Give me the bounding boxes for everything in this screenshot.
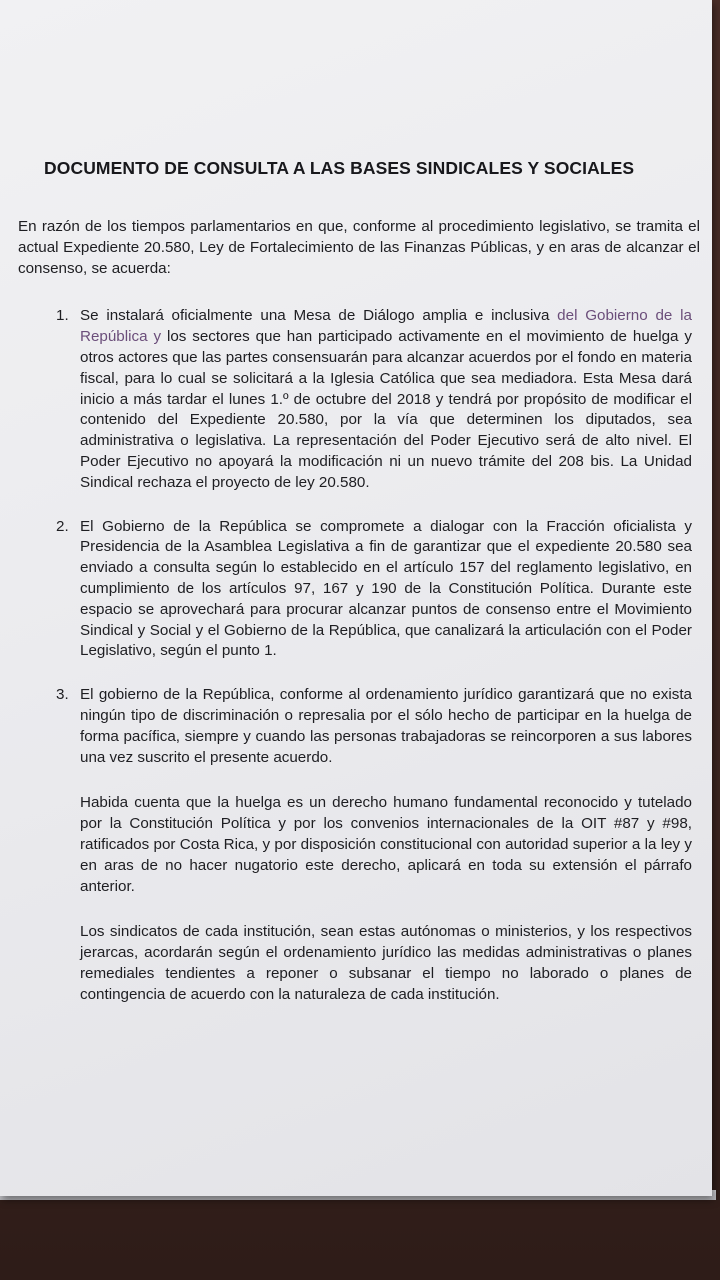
item-1-text-b: del Gobierno de la República y [80,307,692,346]
item-1-text-c: los sectores que han participado activamente en el movimiento de huelga y otros actores que las partes consensuarán para alcanzar acuerdos por el fondo en materia fiscal, para lo cual se solicitará a la Iglesia Católica que sea mediadora. Esta Mesa dará inicio a más tardar el lunes 1.º de octubre del 2018 y tendrá por propósito de modificar el contenido del Expediente 20.580, por la vía que determinen los diputados, sea administrativa o legislativa. La representación del Poder Ejecutivo será de alto nivel. El Poder Ejecutivo no apoyará la modificación ni un nuevo trámite del 208 bis. La Unidad Sindical rechaza el proyecto de ley 20.580. [80,328,692,491]
intro-paragraph: En razón de los tiempos parlamentarios en que, conforme al procedimiento legislativo, se tramita el actual Expediente 20.580, Ley de Fortalecimiento de las Finanzas Públicas, y en aras de alcanzar el consenso, se acuerda: [18,218,700,277]
item-number: 3. [56,686,69,704]
item-number: 1. [56,307,69,325]
item-body [80,685,700,1005]
item-body [80,517,700,663]
agreement-list [18,306,700,1005]
document-title: DOCUMENTO DE CONSULTA A LAS BASES SINDICALES Y SOCIALES [44,158,635,178]
agreement-item-3 [18,685,700,1005]
item-3-paragraph-3: Los sindicatos de cada institución, sean estas autónomas o ministerios, y los respectivos jerarcas, acordarán según el ordenamiento jurídico las medidas administrativas o planes remediales tendientes a reponer o subsanar el tiempo no laborado o planes de contingencia de acuerdo con la naturaleza de cada institución. [80,923,692,1003]
agreement-item-2 [18,517,700,663]
item-3-paragraph-1: El gobierno de la República, conforme al ordenamiento jurídico garantizará que no exista ningún tipo de discriminación o represalia por el sólo hecho de participar en la huelga de forma pacífica, siempre y cuando las personas trabajadoras se reincorporen a sus labores una vez suscrito el presente acuerdo. [80,686,692,766]
item-2-text: El Gobierno de la República se compromete a dialogar con la Fracción oficialista y Presidencia de la Asamblea Legislativa a fin de garantizar que el expediente 20.580 sea enviado a consulta según lo establecido en el artículo 157 del reglamento legislativo, en cumplimiento de los artículos 97, 167 y 190 de la Constitución Política. Durante este espacio se aprovechará para procurar alcanzar puntos de consenso entre el Movimiento Sindical y Social y el Gobierno de la República, que canalizará la articulación con el Poder Legislativo, según el punto 1. [80,517,692,660]
item-3-paragraph-2: Habida cuenta que la huelga es un derecho humano fundamental reconocido y tutelado por la Constitución Política y por los convenios internacionales de la OIT #87 y #98, ratificados por Costa Rica, y por disposición constitucional con autoridad superior a la ley y en aras de no hacer nugatorio este derecho, aplicará en toda su extensión el párrafo anterior. [80,794,692,895]
item-1-text-a: Se instalará oficialmente una Mesa de Diálogo amplia e inclusiva [80,307,558,325]
agreement-item-1 [18,306,700,493]
item-number: 2. [56,517,69,535]
document-content [18,158,700,1029]
item-body [80,306,700,493]
item-1-text [80,306,692,493]
